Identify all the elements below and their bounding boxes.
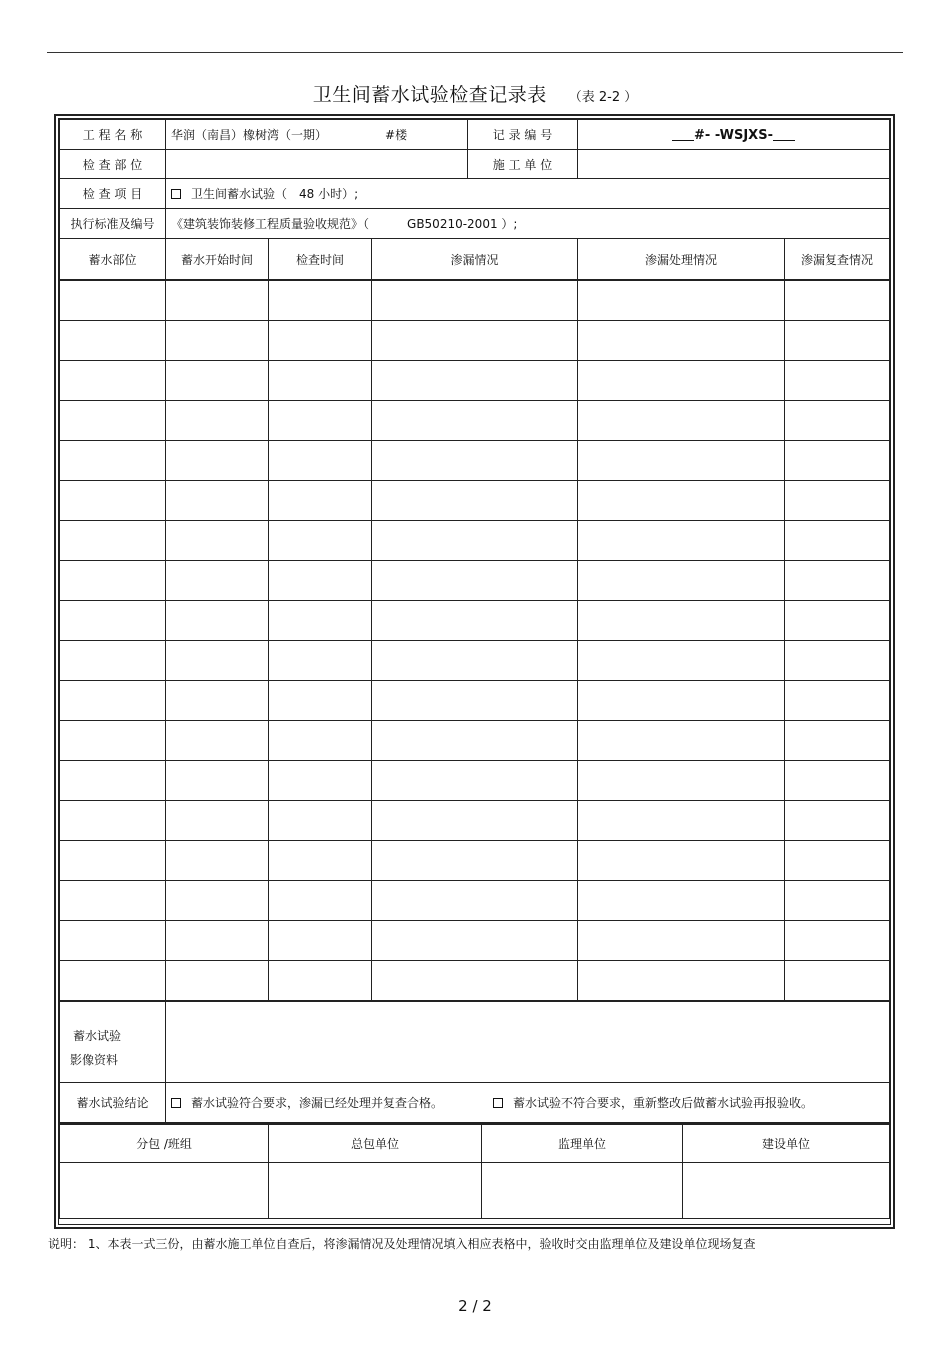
table-row — [60, 321, 890, 361]
sig-general-contractor-field[interactable] — [269, 1162, 482, 1218]
record-no-label: 记 录 编 号 — [468, 120, 578, 150]
top-rule — [47, 52, 903, 53]
cell-leakage[interactable] — [372, 681, 578, 721]
cell-leak-treatment[interactable] — [578, 321, 785, 361]
cell-start-time[interactable] — [166, 921, 269, 961]
conclusion-fail-text: 蓄水试验不符合要求，重新整改后做蓄水试验再报验收。 — [513, 1096, 814, 1110]
grid-header-row — [60, 239, 890, 280]
table-row — [60, 361, 890, 401]
cell-leak-recheck[interactable] — [785, 601, 890, 641]
cell-start-time[interactable] — [166, 481, 269, 521]
standard-row — [60, 209, 890, 239]
project-row — [60, 120, 890, 150]
lower-table — [59, 1001, 890, 1123]
cell-leak-recheck[interactable] — [785, 561, 890, 601]
cell-start-time[interactable] — [166, 601, 269, 641]
cell-leak-treatment[interactable] — [578, 761, 785, 801]
cell-storage-part[interactable] — [60, 641, 166, 681]
cell-leak-treatment[interactable] — [578, 481, 785, 521]
cell-check-time[interactable] — [269, 841, 372, 881]
sig-supervisor-label: 监理单位 — [482, 1124, 683, 1162]
cell-start-time[interactable] — [166, 321, 269, 361]
form-inner-frame — [58, 118, 891, 1225]
cell-leak-recheck[interactable] — [785, 801, 890, 841]
cell-leak-treatment[interactable] — [578, 721, 785, 761]
project-name-label: 工 程 名 称 — [60, 120, 166, 150]
cell-check-time[interactable] — [269, 441, 372, 481]
photo-content[interactable] — [166, 1002, 890, 1083]
table-row — [60, 921, 890, 961]
cell-storage-part[interactable] — [60, 921, 166, 961]
table-row — [60, 881, 890, 921]
cell-check-time[interactable] — [269, 681, 372, 721]
photo-label-line1: 蓄水试验 — [73, 1029, 122, 1043]
photo-label — [60, 1002, 166, 1083]
cell-check-time[interactable] — [269, 921, 372, 961]
standard-name: 《建筑装饰装修工程质量验收规范》（ — [171, 217, 370, 231]
conclusion-cell — [166, 1083, 890, 1123]
standard-code: GB50210-2001 ）; — [407, 217, 518, 231]
cell-leak-treatment[interactable] — [578, 361, 785, 401]
conclusion-label: 蓄水试验结论 — [60, 1083, 166, 1123]
fail-checkbox[interactable] — [493, 1098, 503, 1108]
form-frame — [54, 114, 895, 1229]
cell-start-time[interactable] — [166, 561, 269, 601]
cell-storage-part[interactable] — [60, 361, 166, 401]
table-row — [60, 521, 890, 561]
cell-storage-part[interactable] — [60, 721, 166, 761]
form-title — [0, 80, 950, 107]
table-row — [60, 721, 890, 761]
cell-leak-recheck[interactable] — [785, 681, 890, 721]
table-row — [60, 841, 890, 881]
cell-storage-part[interactable] — [60, 601, 166, 641]
signature-table — [59, 1123, 890, 1219]
sig-supervisor-field[interactable] — [482, 1162, 683, 1218]
main-table — [59, 119, 890, 280]
sig-owner-label: 建设单位 — [683, 1124, 890, 1162]
cell-leakage[interactable] — [372, 801, 578, 841]
construction-unit-label: 施 工 单 位 — [468, 150, 578, 179]
cell-storage-part[interactable] — [60, 401, 166, 441]
signature-header-row — [60, 1124, 890, 1162]
cell-start-time[interactable] — [166, 761, 269, 801]
cell-leak-treatment[interactable] — [578, 681, 785, 721]
pass-checkbox[interactable] — [171, 1098, 181, 1108]
cell-leak-recheck[interactable] — [785, 361, 890, 401]
cell-check-time[interactable] — [269, 721, 372, 761]
cell-leakage[interactable] — [372, 481, 578, 521]
cell-leakage[interactable] — [372, 721, 578, 761]
standard-cell — [166, 209, 890, 239]
cell-leakage[interactable] — [372, 401, 578, 441]
header-start-time: 蓄水开始时间 — [166, 239, 269, 280]
cell-start-time[interactable] — [166, 681, 269, 721]
table-row — [60, 761, 890, 801]
cell-leak-treatment[interactable] — [578, 921, 785, 961]
sig-owner-field[interactable] — [683, 1162, 890, 1218]
cell-check-time[interactable] — [269, 641, 372, 681]
cell-leak-recheck[interactable] — [785, 401, 890, 441]
cell-check-time[interactable] — [269, 761, 372, 801]
cell-storage-part[interactable] — [60, 561, 166, 601]
inspect-item-hours: 48 小时）; — [299, 187, 359, 201]
table-row — [60, 801, 890, 841]
cell-leakage[interactable] — [372, 561, 578, 601]
photo-row — [60, 1002, 890, 1083]
cell-leakage[interactable] — [372, 761, 578, 801]
cell-leak-recheck[interactable] — [785, 481, 890, 521]
cell-storage-part[interactable] — [60, 681, 166, 721]
cell-check-time[interactable] — [269, 561, 372, 601]
inspect-item-prefix: 卫生间蓄水试验（ — [191, 187, 288, 201]
cell-storage-part[interactable] — [60, 801, 166, 841]
cell-leakage[interactable] — [372, 881, 578, 921]
cell-leak-recheck[interactable] — [785, 721, 890, 761]
cell-leak-treatment[interactable] — [578, 281, 785, 321]
record-no-cell[interactable] — [578, 120, 890, 150]
cell-start-time[interactable] — [166, 801, 269, 841]
table-row — [60, 401, 890, 441]
cell-leak-recheck[interactable] — [785, 761, 890, 801]
cell-leak-treatment[interactable] — [578, 521, 785, 561]
cell-leak-treatment[interactable] — [578, 561, 785, 601]
cell-leakage[interactable] — [372, 601, 578, 641]
cell-leak-treatment[interactable] — [578, 641, 785, 681]
cell-leak-treatment[interactable] — [578, 441, 785, 481]
table-row — [60, 641, 890, 681]
photo-label-line2: 影像资料 — [70, 1053, 119, 1067]
cell-leak-recheck[interactable] — [785, 881, 890, 921]
inspect-part-value[interactable] — [166, 150, 468, 179]
cell-check-time[interactable] — [269, 521, 372, 561]
cell-leak-recheck[interactable] — [785, 521, 890, 561]
cell-leak-recheck[interactable] — [785, 281, 890, 321]
cell-start-time[interactable] — [166, 641, 269, 681]
cell-leak-treatment[interactable] — [578, 801, 785, 841]
project-name-cell[interactable] — [166, 120, 468, 150]
cell-leakage[interactable] — [372, 521, 578, 561]
table-row — [60, 601, 890, 641]
conclusion-pass-text: 蓄水试验符合要求，渗漏已经处理并复查合格。 — [191, 1096, 444, 1110]
cell-start-time[interactable] — [166, 881, 269, 921]
header-check-time: 检查时间 — [269, 239, 372, 280]
record-grid — [59, 280, 890, 1001]
sig-subcontractor-field[interactable] — [60, 1162, 269, 1218]
cell-start-time[interactable] — [166, 401, 269, 441]
header-leak-recheck: 渗漏复查情况 — [785, 239, 890, 280]
cell-leak-treatment[interactable] — [578, 601, 785, 641]
footnote: 说明： 1、本表一式三份，由蓄水施工单位自查后，将渗漏情况及处理情况填入相应表格中，验收时交由监理单位及建设单位现场复查 — [48, 1237, 756, 1251]
table-row — [60, 441, 890, 481]
standard-label: 执行标准及编号 — [60, 209, 166, 239]
page-number: 2 / 2 — [458, 1297, 492, 1315]
cell-storage-part[interactable] — [60, 321, 166, 361]
cell-leakage[interactable] — [372, 961, 578, 1001]
cell-start-time[interactable] — [166, 441, 269, 481]
cell-leak-recheck[interactable] — [785, 641, 890, 681]
inspect-item-row — [60, 179, 890, 209]
sig-general-contractor-label: 总包单位 — [269, 1124, 482, 1162]
cell-start-time[interactable] — [166, 721, 269, 761]
cell-leak-recheck[interactable] — [785, 961, 890, 1001]
building-value: #楼 — [385, 128, 408, 142]
cell-leak-treatment[interactable] — [578, 881, 785, 921]
inspect-item-cell — [166, 179, 890, 209]
cell-leak-recheck[interactable] — [785, 841, 890, 881]
title-main: 卫生间蓄水试验检查记录表 — [312, 84, 547, 106]
inspect-part-label: 检 查 部 位 — [60, 150, 166, 179]
cell-leakage[interactable] — [372, 641, 578, 681]
cell-start-time[interactable] — [166, 281, 269, 321]
cell-start-time[interactable] — [166, 521, 269, 561]
cell-storage-part[interactable] — [60, 441, 166, 481]
cell-check-time[interactable] — [269, 281, 372, 321]
cell-start-time[interactable] — [166, 361, 269, 401]
inspect-item-checkbox[interactable] — [171, 189, 181, 199]
cell-leak-treatment[interactable] — [578, 961, 785, 1001]
cell-check-time[interactable] — [269, 481, 372, 521]
table-row — [60, 281, 890, 321]
cell-storage-part[interactable] — [60, 961, 166, 1001]
header-leak-treatment: 渗漏处理情况 — [578, 239, 785, 280]
construction-unit-value[interactable] — [578, 150, 890, 179]
table-row — [60, 561, 890, 601]
cell-leak-recheck[interactable] — [785, 441, 890, 481]
cell-storage-part[interactable] — [60, 761, 166, 801]
cell-leak-treatment[interactable] — [578, 401, 785, 441]
cell-storage-part[interactable] — [60, 281, 166, 321]
record-no-value: #- -WSJXS- — [694, 128, 773, 143]
signature-row — [60, 1162, 890, 1218]
cell-check-time[interactable] — [269, 601, 372, 641]
cell-check-time[interactable] — [269, 961, 372, 1001]
cell-storage-part[interactable] — [60, 841, 166, 881]
cell-check-time[interactable] — [269, 801, 372, 841]
cell-storage-part[interactable] — [60, 881, 166, 921]
project-name-value: 华润（南昌）橡树湾（一期） — [171, 128, 328, 142]
cell-leakage[interactable] — [372, 321, 578, 361]
cell-leakage[interactable] — [372, 441, 578, 481]
cell-leakage[interactable] — [372, 361, 578, 401]
sig-subcontractor-label: 分包 /班组 — [60, 1124, 269, 1162]
cell-start-time[interactable] — [166, 961, 269, 1001]
table-row — [60, 961, 890, 1001]
cell-leak-recheck[interactable] — [785, 921, 890, 961]
cell-storage-part[interactable] — [60, 521, 166, 561]
header-storage-part: 蓄水部位 — [60, 239, 166, 280]
inspect-part-row — [60, 150, 890, 179]
cell-leak-recheck[interactable] — [785, 321, 890, 361]
cell-leakage[interactable] — [372, 841, 578, 881]
cell-check-time[interactable] — [269, 321, 372, 361]
cell-leakage[interactable] — [372, 921, 578, 961]
table-row — [60, 481, 890, 521]
cell-check-time[interactable] — [269, 401, 372, 441]
cell-leak-treatment[interactable] — [578, 841, 785, 881]
cell-leakage[interactable] — [372, 281, 578, 321]
header-leakage: 渗漏情况 — [372, 239, 578, 280]
cell-check-time[interactable] — [269, 881, 372, 921]
table-row — [60, 681, 890, 721]
table-number: （表 2-2 ） — [568, 90, 638, 105]
cell-check-time[interactable] — [269, 361, 372, 401]
cell-storage-part[interactable] — [60, 481, 166, 521]
cell-start-time[interactable] — [166, 841, 269, 881]
inspect-item-label: 检 查 项 目 — [60, 179, 166, 209]
conclusion-row — [60, 1083, 890, 1123]
